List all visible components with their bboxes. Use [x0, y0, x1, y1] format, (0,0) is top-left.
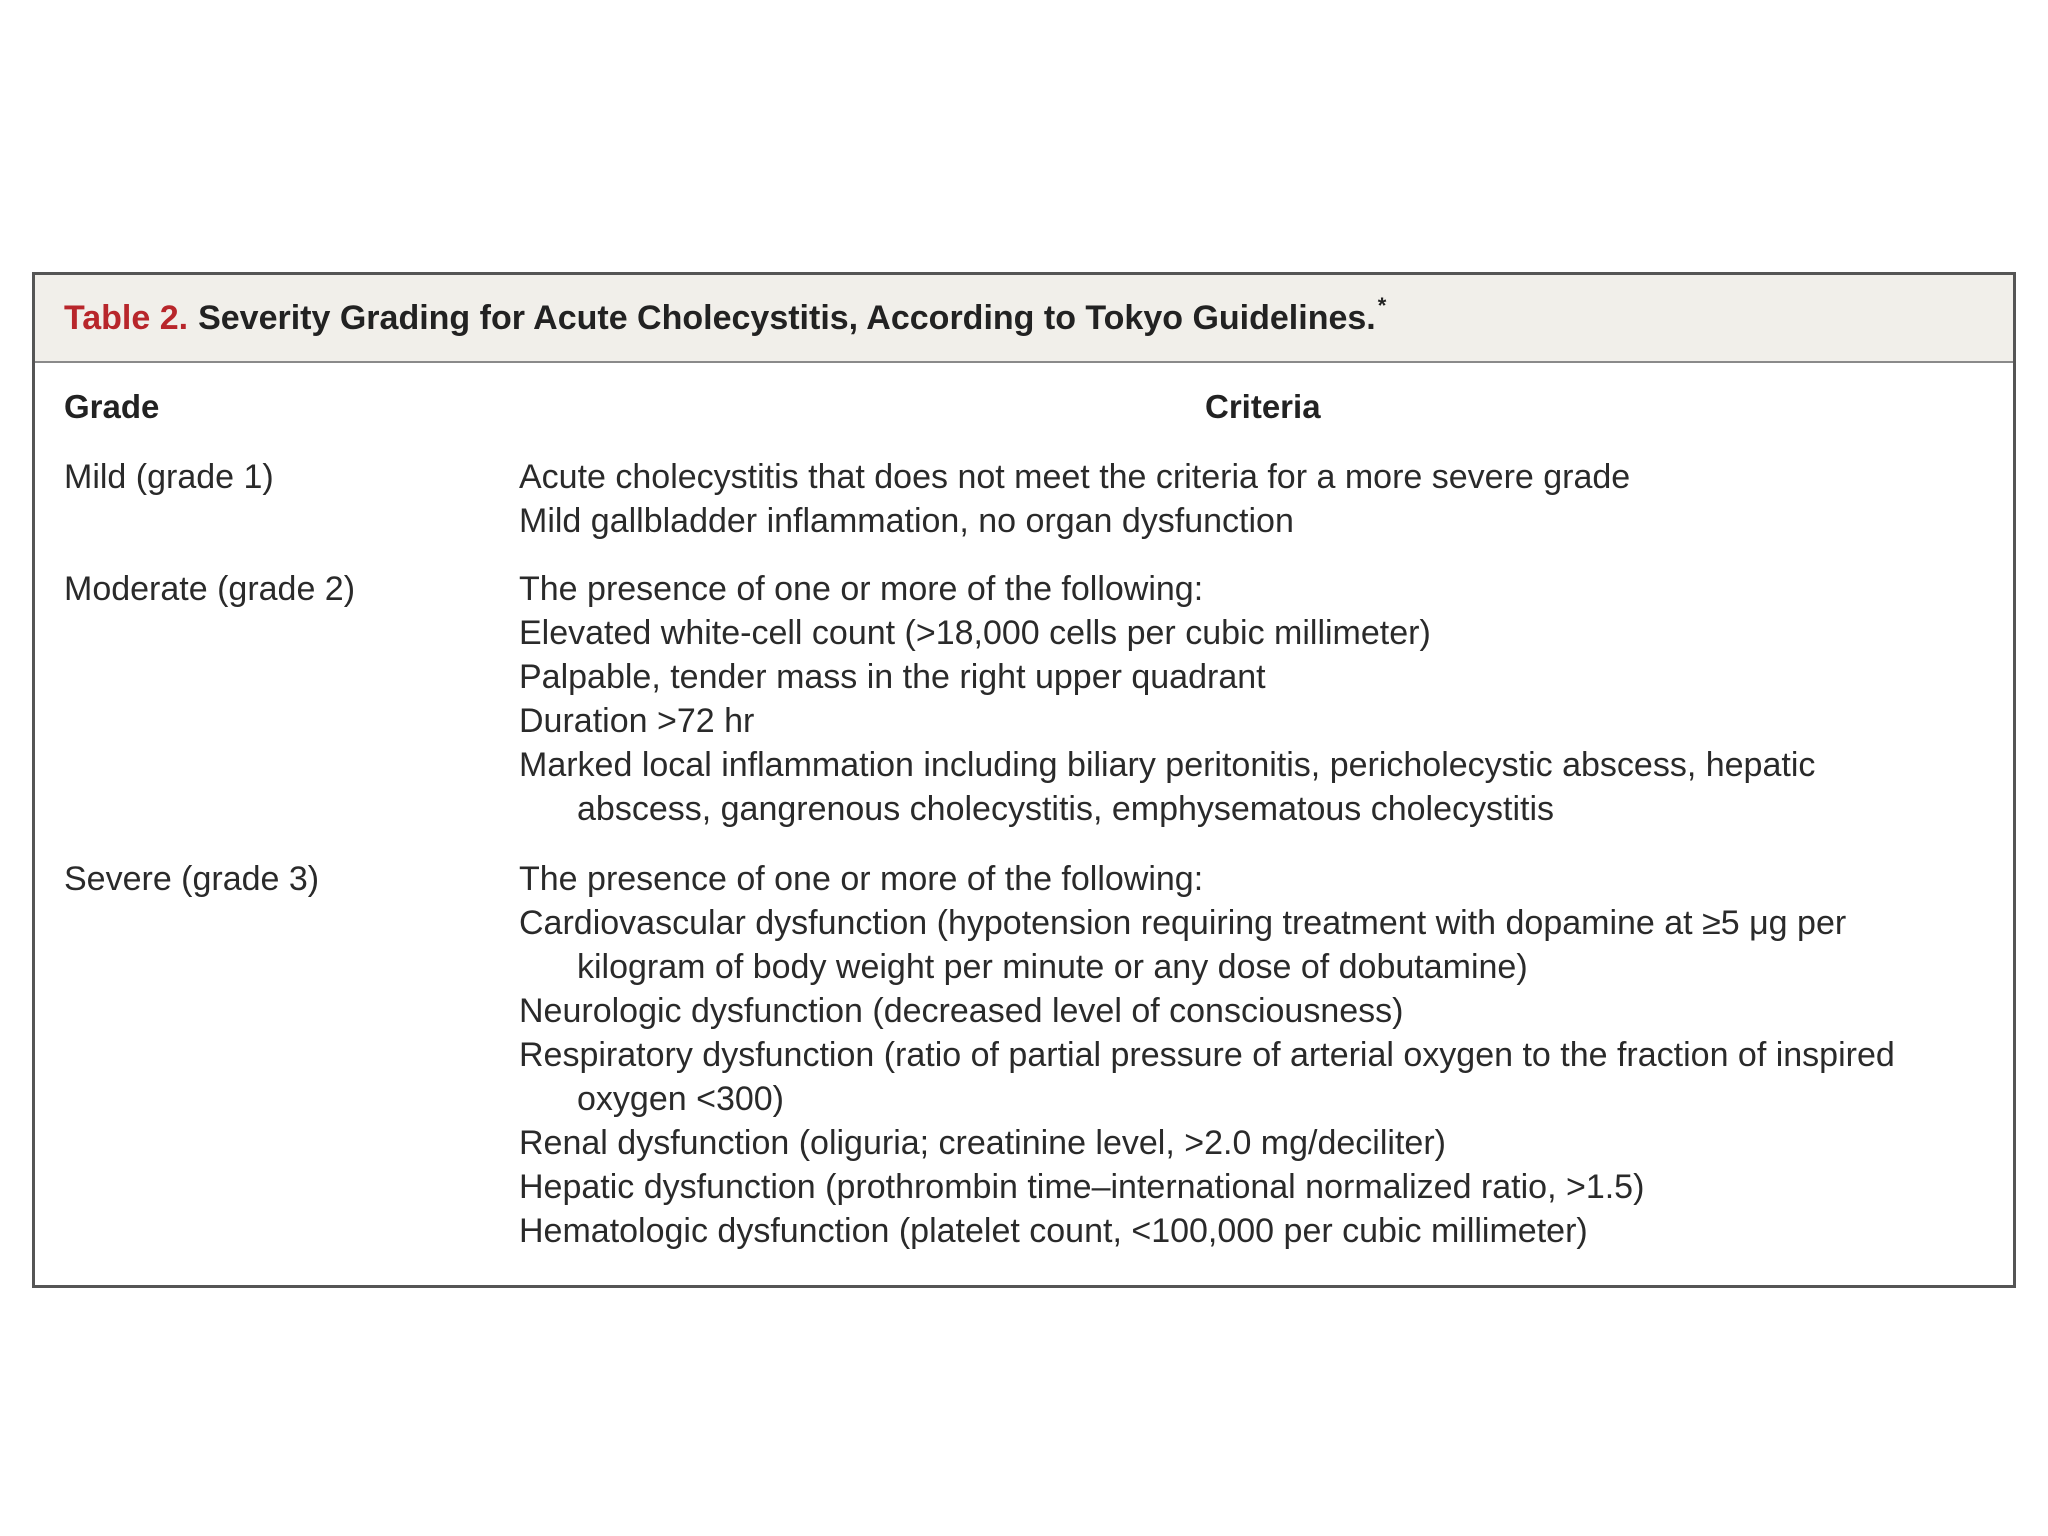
criteria-line: Hepatic dysfunction (prothrombin time–international normalized ratio, >1.5) [519, 1168, 1645, 1206]
criteria-line-continuation: abscess, gangrenous cholecystitis, emphysematous cholecystitis [577, 790, 1555, 828]
criteria-line: Duration >72 hr [519, 702, 755, 740]
criteria-line: Hematologic dysfunction (platelet count, <100,000 per cubic millimeter) [519, 1212, 1588, 1250]
grade-label-mild: Mild (grade 1) [64, 458, 274, 496]
criteria-mild [519, 455, 2009, 543]
column-header-criteria: Criteria [1205, 388, 1321, 425]
criteria-line: Neurologic dysfunction (decreased level of consciousness) [519, 992, 1404, 1030]
footnote-mark: * [1377, 293, 1387, 318]
table-title: Severity Grading for Acute Cholecystitis, According to Tokyo Guidelines. [198, 298, 1376, 337]
criteria-moderate [519, 567, 2009, 831]
criteria-line: The presence of one or more of the following: [519, 860, 1204, 898]
criteria-line: Respiratory dysfunction (ratio of partial pressure of arterial oxygen to the fraction of inspired [519, 1036, 1895, 1074]
criteria-line: Palpable, tender mass in the right upper quadrant [519, 658, 1266, 696]
criteria-line-continuation: oxygen <300) [577, 1080, 784, 1118]
criteria-line: Elevated white-cell count (>18,000 cells per cubic millimeter) [519, 614, 1431, 652]
criteria-line: Renal dysfunction (oliguria; creatinine level, >2.0 mg/deciliter) [519, 1124, 1446, 1162]
grade-label-severe: Severe (grade 3) [64, 860, 320, 898]
criteria-line: Marked local inflammation including biliary peritonitis, pericholecystic abscess, hepatic [519, 746, 1816, 784]
criteria-line-continuation: kilogram of body weight per minute or any dose of dobutamine) [577, 948, 1528, 986]
criteria-severe [519, 857, 2009, 1253]
grade-label-moderate: Moderate (grade 2) [64, 570, 356, 608]
table-number-label: Table 2. [64, 298, 189, 337]
table-caption [35, 275, 2013, 363]
criteria-line: Cardiovascular dysfunction (hypotension requiring treatment with dopamine at ≥5 μg per [519, 904, 1847, 942]
criteria-line: The presence of one or more of the following: [519, 570, 1204, 608]
column-header-grade: Grade [64, 388, 160, 425]
criteria-line: Mild gallbladder inflammation, no organ dysfunction [519, 502, 1294, 540]
criteria-line: Acute cholecystitis that does not meet the criteria for a more severe grade [519, 458, 1631, 496]
table-2-frame [32, 272, 2016, 1288]
